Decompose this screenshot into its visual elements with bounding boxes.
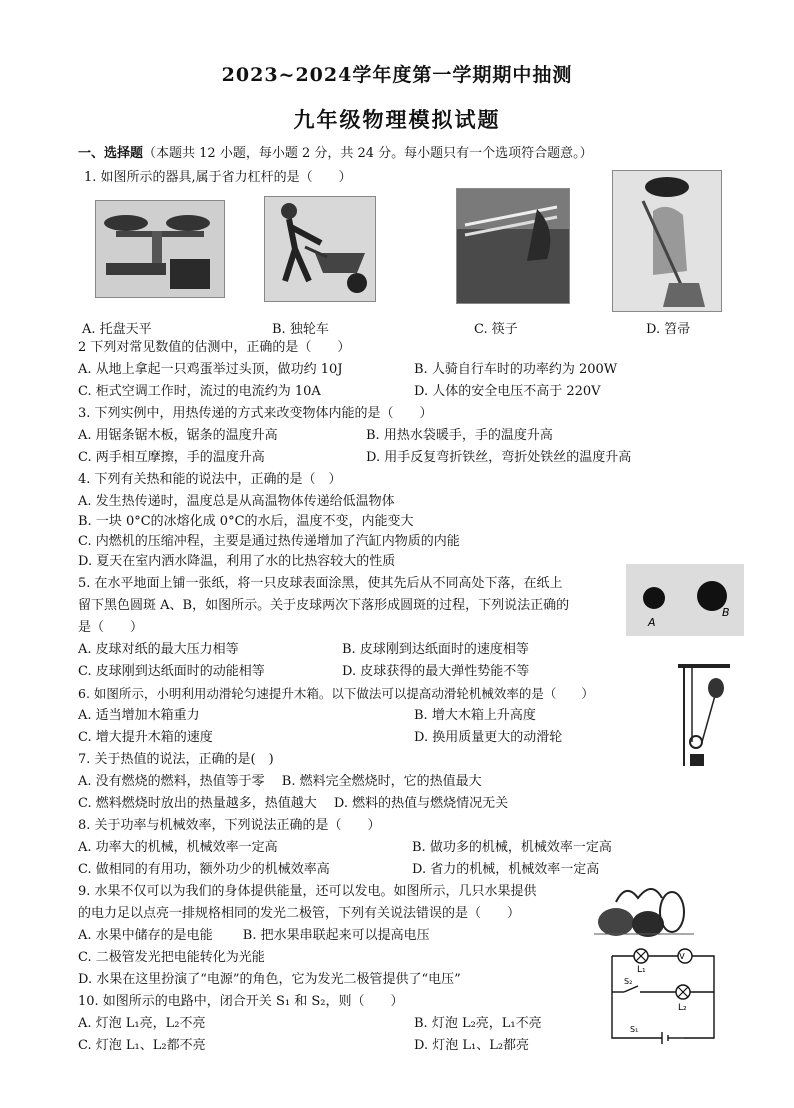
q9-options-ab: A. 水果中储存的是电能 B. 把水果串联起来可以提高电压 [78,928,430,943]
q1-stem: 1. 如图所示的器具,属于省力杠杆的是（ ） [84,170,352,185]
exam-subtitle: 九年级物理模拟试题 [293,107,501,132]
q1-option-b: B. 独轮车 [272,322,329,337]
q10-option-d: D. 灯泡 L₁、L₂都亮 [414,1038,530,1053]
q8-stem: 8. 关于功率与机械效率，下列说法正确的是（ ） [78,818,381,833]
q5-option-d: D. 皮球获得的最大弹性势能不等 [342,664,530,679]
q1-broom-image [612,170,722,312]
q3-option-b: B. 用热水袋暖手，手的温度升高 [366,428,553,443]
q9-option-d: D. 水果在这里扮演了“电源”的角色，它为发光二极管提供了“电压” [78,972,461,987]
section-note: （本题共 12 小题，每小题 2 分，共 24 分。每小题只有一个选项符合题意。） [143,146,593,161]
q4-stem: 4. 下列有关热和能的说法中，正确的是（ ） [78,472,342,487]
q6-stem: 6. 如图所示，小明利用动滑轮匀速提升木箱。以下做法可以提高动滑轮机械效率的是（ ） [78,686,594,701]
circuit-label-v: V [679,952,685,961]
q10-option-c: C. 灯泡 L₁、L₂都不亮 [78,1038,206,1053]
section-heading-line [78,146,593,162]
q2-option-d: D. 人体的安全电压不高于 220V [414,384,601,399]
q6-option-a: A. 适当增加木箱重力 [78,708,200,723]
exam-title: 2023~2024学年度第一学期期中抽测 [221,64,573,86]
q5-stem-line1: 5. 在水平地面上铺一张纸，将一只皮球表面涂黑，使其先后从不同高处下落，在纸上 [78,576,563,591]
q8-option-b: B. 做功多的机械，机械效率一定高 [412,840,612,855]
q1-option-d: D. 笤帚 [646,322,691,337]
q7-options-cd: C. 燃料燃烧时放出的热量越多，热值越大 D. 燃料的热值与燃烧情况无关 [78,796,509,811]
q7-options-ab: A. 没有燃烧的燃料，热值等于零 B. 燃料完全燃烧时，它的热值最大 [78,774,482,789]
q3-option-d: D. 用手反复弯折铁丝，弯折处铁丝的温度升高 [366,450,632,465]
q1-option-c: C. 筷子 [474,322,518,337]
q5-option-c: C. 皮球刚到达纸面时的动能相等 [78,664,265,679]
q2-option-c: C. 柜式空调工作时，流过的电流约为 10A [78,384,321,399]
q10-circuit-diagram [604,944,720,1044]
q2-option-b: B. 人骑自行车时的功率约为 200W [414,362,618,377]
spot-a-label: A [648,616,656,629]
q8-option-a: A. 功率大的机械，机械效率一定高 [78,840,278,855]
q8-option-c: C. 做相同的有用功，额外功少的机械效率高 [78,862,330,877]
q3-option-a: A. 用锯条锯木板，锯条的温度升高 [78,428,278,443]
circuit-label-s2: S₂ [624,977,633,986]
q5-option-a: A. 皮球对纸的最大压力相等 [78,642,239,657]
q9-option-c: C. 二极管发光把电能转化为光能 [78,950,265,965]
q7-stem: 7. 关于热值的说法，正确的是( ) [78,752,274,767]
q5-stem-line2: 留下黑色圆斑 A、B，如图所示。关于皮球两次下落形成圆斑的过程，下列说法正确的 [78,598,570,613]
q6-pulley-figure [676,662,732,772]
circuit-label-s1: S₁ [630,1025,639,1034]
q9-fruit-battery-figure [586,878,704,944]
q5-ball-spots-figure [626,564,744,636]
q4-option-d: D. 夏天在室内洒水降温，利用了水的比热容较大的性质 [78,554,396,569]
q10-option-b: B. 灯泡 L₂亮，L₁不亮 [414,1016,542,1031]
spot-b-label: B [722,606,730,619]
q10-stem: 10. 如图所示的电路中，闭合开关 S₁ 和 S₂，则（ ） [78,994,404,1009]
section-heading: 一、选择题 [78,146,144,161]
q2-option-a: A. 从地上拿起一只鸡蛋举过头顶，做功约 10J [78,362,343,377]
q1-chopsticks-image [456,188,570,304]
q1-balance-image [95,200,225,298]
q6-option-b: B. 增大木箱上升高度 [414,708,536,723]
q6-option-d: D. 换用质量更大的动滑轮 [414,730,563,745]
q3-option-c: C. 两手相互摩擦，手的温度升高 [78,450,265,465]
q6-option-c: C. 增大提升木箱的速度 [78,730,213,745]
q9-stem-line1: 9. 水果不仅可以为我们的身体提供能量，还可以发电。如图所示，几只水果提供 [78,884,537,899]
q9-stem-line2: 的电力足以点亮一排规格相同的发光二极管，下列有关说法错误的是（ ） [78,906,521,921]
circuit-label-l1: L₁ [637,965,646,975]
q4-option-a: A. 发生热传递时，温度总是从高温物体传递给低温物体 [78,494,395,509]
q1-option-a: A. 托盘天平 [82,322,152,337]
q4-option-b: B. 一块 0°C的冰熔化成 0°C的水后，温度不变，内能变大 [78,514,414,529]
q2-stem: 2 下列对常见数值的估测中，正确的是（ ） [78,340,351,355]
spot-a [643,587,665,609]
q10-option-a: A. 灯泡 L₁亮，L₂不亮 [78,1016,206,1031]
q5-stem-line3: 是（ ） [78,620,144,635]
q3-stem: 3. 下列实例中，用热传递的方式来改变物体内能的是（ ） [78,406,433,421]
q1-wheelbarrow-image [264,196,376,302]
q8-option-d: D. 省力的机械，机械效率一定高 [412,862,600,877]
q4-option-c: C. 内燃机的压缩冲程，主要是通过热传递增加了汽缸内物质的内能 [78,534,460,549]
circuit-label-l2: L₂ [678,1003,687,1013]
q5-option-b: B. 皮球刚到达纸面时的速度相等 [342,642,529,657]
